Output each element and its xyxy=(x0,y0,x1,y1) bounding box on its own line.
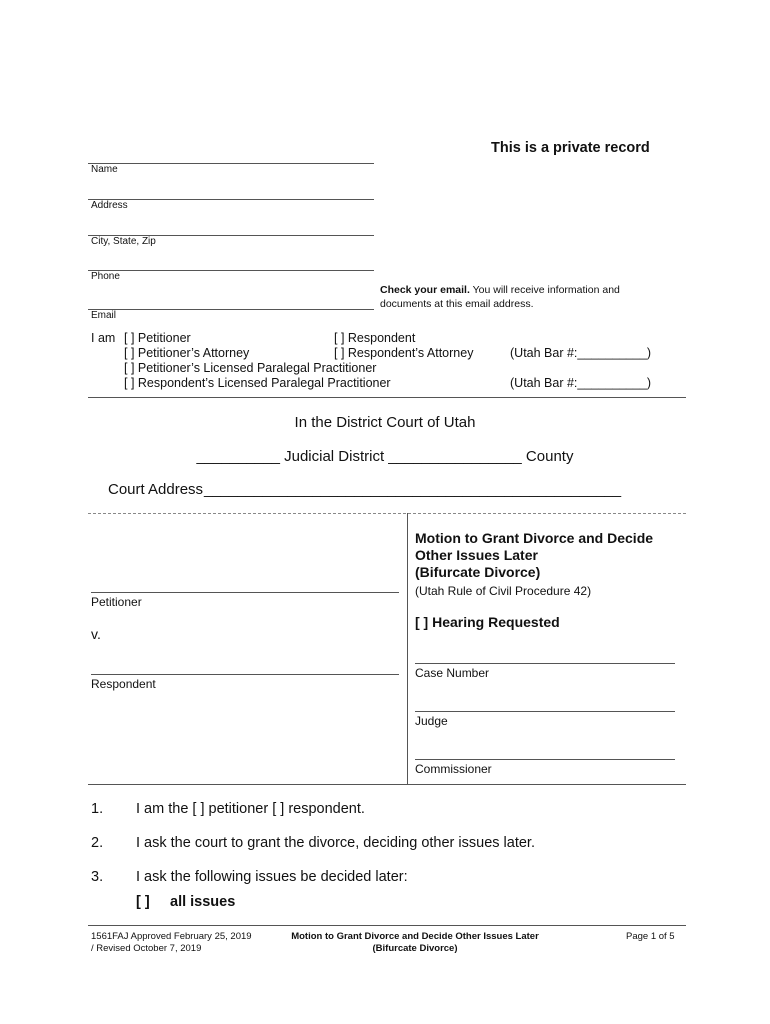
item-1-text[interactable]: I am the [ ] petitioner [ ] respondent. xyxy=(136,801,365,817)
item-3-text: I ask the following issues be decided later: xyxy=(136,869,408,885)
all-issues-label: all issues xyxy=(170,894,236,910)
email-note xyxy=(380,283,660,311)
caption-top-border xyxy=(88,513,686,514)
footer-document-title xyxy=(270,931,560,955)
phone-field-line[interactable] xyxy=(88,270,374,271)
role-petitioner-checkbox[interactable]: [ ] Petitioner xyxy=(124,331,191,345)
footer-form-info-line2: / Revised October 7, 2019 xyxy=(91,943,202,954)
i-am-label: I am xyxy=(91,331,116,345)
address-label: Address xyxy=(91,200,128,211)
utah-bar-number-1[interactable]: (Utah Bar #:__________) xyxy=(510,346,652,360)
utah-bar-number-2[interactable]: (Utah Bar #:__________) xyxy=(510,376,652,390)
caption-vertical-divider xyxy=(407,513,408,784)
role-respondent-attorney-checkbox[interactable]: [ ] Respondent’s Attorney xyxy=(334,346,474,360)
email-label: Email xyxy=(91,310,117,321)
commissioner-label: Commissioner xyxy=(415,762,492,776)
name-label: Name xyxy=(91,164,118,175)
judge-label: Judge xyxy=(415,714,448,728)
footer-form-info xyxy=(91,931,252,955)
footer-title-line2: (Bifurcate Divorce) xyxy=(372,943,458,954)
footer-form-info-line1: 1561FAJ Approved February 25, 2019 xyxy=(91,931,252,942)
page-number: Page 1 of 5 xyxy=(626,931,675,942)
case-number-label: Case Number xyxy=(415,666,490,680)
section-divider xyxy=(88,397,686,398)
email-note-bold: Check your email. xyxy=(380,284,470,296)
item-2-number: 2. xyxy=(91,835,104,851)
name-field-line[interactable] xyxy=(88,163,374,164)
respondent-name-line[interactable] xyxy=(91,674,399,675)
case-number-line[interactable] xyxy=(415,663,675,664)
email-field-line[interactable] xyxy=(88,309,374,310)
item-3-number: 3. xyxy=(91,869,104,885)
city-state-zip-label: City, State, Zip xyxy=(91,236,156,247)
footer-title-line1: Motion to Grant Divorce and Decide Other Issues Later xyxy=(291,931,539,942)
motion-title-line3: (Bifurcate Divorce) xyxy=(415,564,541,580)
role-respondent-checkbox[interactable]: [ ] Respondent xyxy=(334,331,416,345)
judge-line[interactable] xyxy=(415,711,675,712)
role-petitioner-lpp-checkbox[interactable]: [ ] Petitioner’s Licensed Paralegal Practitioner xyxy=(124,361,377,375)
item-1-number: 1. xyxy=(91,801,104,817)
address-field-line[interactable] xyxy=(88,199,374,200)
motion-title-line1: Motion to Grant Divorce and Decide xyxy=(415,530,654,546)
motion-title-line2: Other Issues Later xyxy=(415,547,538,563)
email-note-line1: You will receive information and xyxy=(469,284,620,296)
motion-title xyxy=(415,530,695,581)
versus-label: v. xyxy=(91,626,101,642)
hearing-requested-checkbox[interactable]: [ ] Hearing Requested xyxy=(415,614,560,630)
commissioner-line[interactable] xyxy=(415,759,675,760)
item-2-text: I ask the court to grant the divorce, deciding other issues later. xyxy=(136,835,535,851)
role-petitioner-attorney-checkbox[interactable]: [ ] Petitioner’s Attorney xyxy=(124,346,250,360)
all-issues-checkbox[interactable]: [ ] xyxy=(136,894,150,910)
judicial-district-county-line[interactable]: __________ Judicial District ________________ County xyxy=(196,448,574,465)
petitioner-name-line[interactable] xyxy=(91,592,399,593)
petitioner-label: Petitioner xyxy=(91,595,142,609)
phone-label: Phone xyxy=(91,271,120,282)
footer-divider xyxy=(88,925,686,926)
email-note-line2: documents at this email address. xyxy=(380,298,534,310)
court-title: In the District Court of Utah xyxy=(294,414,476,431)
rule-reference: (Utah Rule of Civil Procedure 42) xyxy=(415,584,592,598)
role-respondent-lpp-checkbox[interactable]: [ ] Respondent’s Licensed Paralegal Practitioner xyxy=(124,376,391,390)
private-record-heading: This is a private record xyxy=(491,140,650,156)
caption-bottom-border xyxy=(88,784,686,785)
court-address-label: Court Address xyxy=(108,481,204,498)
court-address-field[interactable]: __________________________________________________ xyxy=(204,481,622,498)
respondent-label: Respondent xyxy=(91,677,156,691)
